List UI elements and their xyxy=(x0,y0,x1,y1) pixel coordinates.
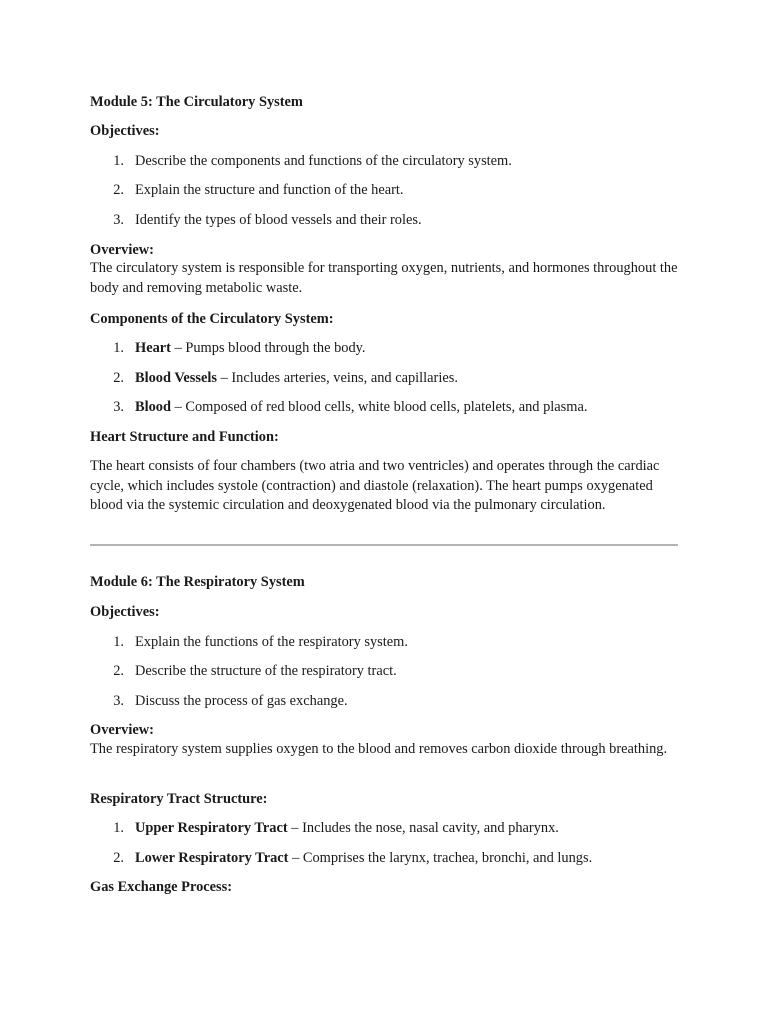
list-number: 3. xyxy=(113,212,124,228)
component-term: Blood Vessels xyxy=(135,370,217,386)
list-number: 1. xyxy=(113,340,124,356)
list-text: Identify the types of blood vessels and their roles. xyxy=(135,212,422,228)
module5-title: Module 5: The Circulatory System xyxy=(90,94,303,110)
module6-tract-heading: Respiratory Tract Structure: xyxy=(90,791,268,807)
module5-heart-heading: Heart Structure and Function: xyxy=(90,429,279,445)
list-text: Describe the structure of the respiratory tract. xyxy=(135,663,397,679)
component-desc: – Pumps blood through the body. xyxy=(170,340,366,356)
list-text: Explain the functions of the respiratory system. xyxy=(135,634,408,650)
module6-objectives-heading: Objectives: xyxy=(90,604,160,620)
component-desc: – Composed of red blood cells, white blood cells, platelets, and plasma. xyxy=(171,399,588,415)
list-text: Explain the structure and function of the heart. xyxy=(135,182,404,198)
list-text: Describe the components and functions of the circulatory system. xyxy=(135,153,512,169)
section-divider xyxy=(90,544,678,546)
module6-overview-heading: Overview: xyxy=(90,722,154,738)
module5-overview-text: The circulatory system is responsible for transporting oxygen, nutrients, and hormones throughout the body and removing metabolic waste. xyxy=(90,260,678,296)
module5-overview-heading: Overview: xyxy=(90,242,154,258)
list-number: 1. xyxy=(113,820,124,836)
list-text: Discuss the process of gas exchange. xyxy=(135,693,348,709)
list-number: 1. xyxy=(113,634,124,650)
component-desc: – Includes arteries, veins, and capillaries. xyxy=(216,370,458,386)
module6-overview-text: The respiratory system supplies oxygen to the blood and removes carbon dioxide through breathing. xyxy=(90,741,668,757)
component-term: Blood xyxy=(135,399,171,415)
component-term: Heart xyxy=(135,340,171,356)
module5-components-heading: Components of the Circulatory System: xyxy=(90,311,334,327)
module6-gas-heading: Gas Exchange Process: xyxy=(90,879,233,895)
tract-desc: – Comprises the larynx, trachea, bronchi, and lungs. xyxy=(288,850,593,866)
list-number: 3. xyxy=(113,693,124,709)
module6-title: Module 6: The Respiratory System xyxy=(90,574,305,590)
list-number: 2. xyxy=(113,370,124,386)
tract-desc: – Includes the nose, nasal cavity, and pharynx. xyxy=(287,820,559,836)
list-number: 1. xyxy=(113,153,124,169)
list-number: 3. xyxy=(113,399,124,415)
list-number: 2. xyxy=(113,663,124,679)
list-number: 2. xyxy=(113,850,124,866)
module5-objectives-heading: Objectives: xyxy=(90,123,160,139)
list-number: 2. xyxy=(113,182,124,198)
tract-term: Lower Respiratory Tract xyxy=(135,850,289,866)
tract-term: Upper Respiratory Tract xyxy=(135,820,288,836)
module5-heart-text: The heart consists of four chambers (two atria and two ventricles) and operates through the cardiac cycle, which includes systole (contraction) and diastole (relaxation). The heart pumps oxygenated blood via the systemic circulation and deoxygenated blood via the pulmonary circulation. xyxy=(90,458,660,513)
